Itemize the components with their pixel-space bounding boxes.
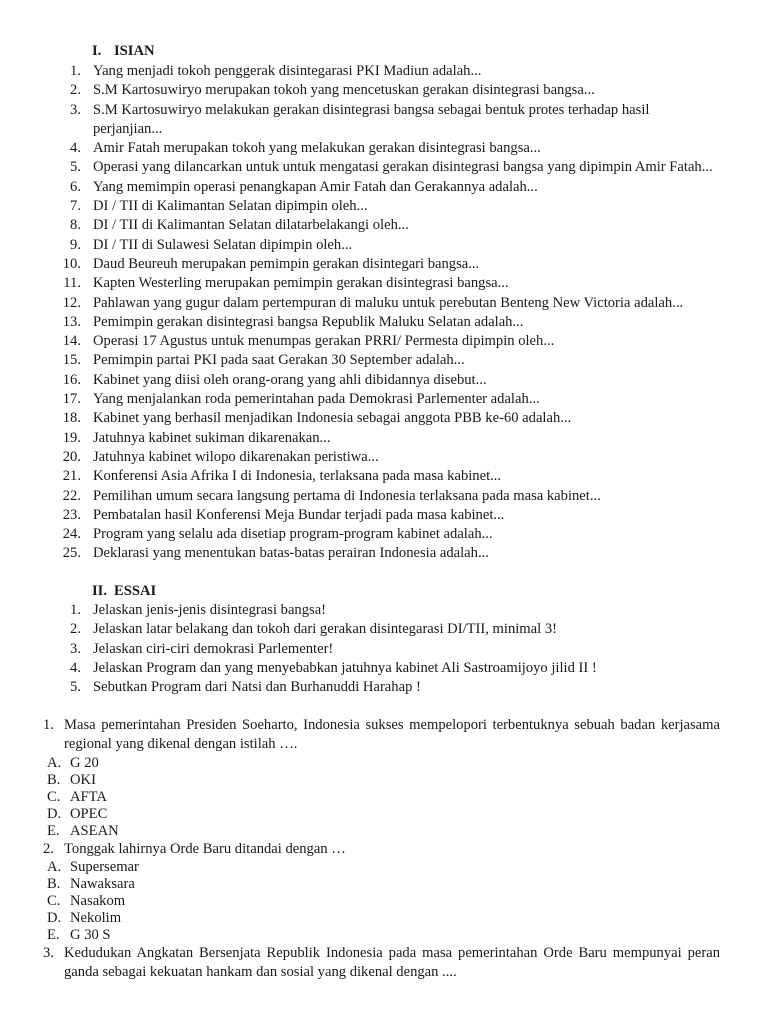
list-item [0, 158, 768, 177]
item-text: Jelaskan latar belakang dan tokoh dari gerakan disintegarasi DI/TII, minimal 3! [93, 621, 557, 638]
question-text: Masa pemerintahan Presiden Soeharto, Indonesia sukses mempelopori terbentuknya sebuah badan kerjasama regional yang dikenal dengan istilah …. [64, 717, 720, 753]
answer-option [0, 823, 768, 840]
item-number: 5. [70, 159, 81, 176]
item-number: 19. [62, 429, 81, 446]
option-text: Nekolim [70, 909, 122, 926]
item-text: Kapten Westerling merupakan pemimpin gerakan disintegrasi bangsa... [93, 275, 509, 292]
item-text: Pemimpin gerakan disintegrasi bangsa Republik Maluku Selatan adalah... [93, 313, 524, 330]
item-text: Jatuhnya kabinet wilopo dikarenakan peristiwa... [93, 448, 379, 465]
option-text: OKI [70, 771, 96, 788]
section-number: I. [92, 43, 102, 59]
option-letter: A. [47, 754, 62, 771]
item-text: Operasi yang dilancarkan untuk untuk mengatasi gerakan disintegrasi bangsa yang dipimpin Amir Fatah... [93, 159, 713, 176]
question-number: 2. [43, 840, 54, 857]
item-text: Pemilihan umum secara langsung pertama di Indonesia terlaksana pada masa kabinet... [93, 487, 601, 504]
answer-option [0, 806, 768, 823]
item-number: 18. [62, 410, 81, 427]
item-text: Yang menjadi tokoh penggerak disintegarasi PKI Madiun adalah... [93, 63, 482, 79]
item-text: Pembatalan hasil Konferensi Meja Bundar terjadi pada masa kabinet... [93, 506, 505, 523]
option-text: G 20 [70, 754, 99, 771]
option-text: OPEC [70, 805, 108, 822]
item-number: 1. [70, 602, 81, 618]
question-text: Tonggak lahirnya Orde Baru ditandai dengan … [64, 840, 346, 857]
answer-option [0, 859, 768, 876]
item-text: Daud Beureuh merupakan pemimpin gerakan disintegari bangsa... [93, 255, 480, 272]
option-text: AFTA [70, 788, 107, 805]
list-item [0, 525, 768, 544]
question [0, 840, 768, 859]
item-number: 3. [70, 101, 81, 118]
item-text: Amir Fatah merupakan tokoh yang melakukan gerakan disintegrasi bangsa... [93, 140, 541, 157]
list-item [0, 544, 768, 563]
item-text: Kabinet yang berhasil menjadikan Indonesia sebagai anggota PBB ke-60 adalah... [93, 410, 572, 427]
list-item [0, 371, 768, 390]
item-text: DI / TII di Kalimantan Selatan dipimpin oleh... [93, 198, 368, 215]
option-letter: E. [47, 822, 60, 839]
item-number: 9. [70, 236, 81, 253]
item-text: DI / TII di Kalimantan Selatan dilatarbelakangi oleh... [93, 217, 409, 234]
option-text: G 30 S [70, 926, 111, 943]
option-letter: C. [47, 892, 61, 909]
answer-option [0, 789, 768, 806]
list-item [0, 678, 768, 697]
item-number: 15. [62, 352, 81, 369]
item-number: 3. [70, 640, 81, 657]
list-item [0, 236, 768, 255]
question-number: 3. [43, 944, 54, 961]
list-item [0, 178, 768, 197]
list-item [0, 351, 768, 370]
list-item [0, 620, 768, 639]
item-number: 22. [62, 487, 81, 504]
option-letter: D. [47, 909, 62, 926]
list-item [0, 409, 768, 428]
item-text: DI / TII di Sulawesi Selatan dipimpin oleh... [93, 236, 353, 253]
item-number: 4. [70, 659, 81, 676]
item-text: Pemimpin partai PKI pada saat Gerakan 30 September adalah... [93, 352, 465, 369]
item-number: 12. [62, 294, 81, 311]
item-number: 25. [62, 545, 81, 562]
item-number: 10. [62, 255, 81, 272]
list-item [0, 659, 768, 678]
item-number: 2. [70, 82, 81, 99]
section-title: ISIAN [114, 43, 155, 59]
item-text: Jelaskan jenis-jenis disintegrasi bangsa! [93, 602, 327, 618]
section-title: ESSAI [114, 583, 157, 599]
item-number: 24. [62, 526, 81, 543]
question [0, 944, 768, 983]
list-item [0, 139, 768, 158]
list-item [0, 101, 768, 140]
option-text: Nasakom [70, 892, 126, 909]
list-item [0, 81, 768, 100]
isian-list [0, 62, 768, 564]
item-number: 17. [62, 391, 81, 408]
item-number: 11. [63, 275, 81, 292]
item-number: 20. [62, 448, 81, 465]
list-item [0, 506, 768, 525]
option-letter: A. [47, 858, 62, 875]
section-isian-heading [92, 42, 155, 61]
list-item [0, 62, 768, 81]
answer-option [0, 755, 768, 772]
question-number: 1. [43, 717, 54, 733]
item-text: Konferensi Asia Afrika I di Indonesia, terlaksana pada masa kabinet... [93, 468, 502, 485]
item-text: Jelaskan ciri-ciri demokrasi Parlementer! [93, 640, 334, 657]
section-essai-heading [92, 582, 156, 601]
item-text: Kabinet yang diisi oleh orang-orang yang ahli dibidannya disebut... [93, 371, 487, 388]
item-text: S.M Kartosuwiryo merupakan tokoh yang mencetuskan gerakan disintegrasi bangsa... [93, 82, 595, 99]
item-text: S.M Kartosuwiryo melakukan gerakan disintegrasi bangsa sebagai bentuk protes terhadap hasil perjanjian... [93, 101, 650, 137]
list-item [0, 467, 768, 486]
item-text: Program yang selalu ada disetiap program-program kabinet adalah... [93, 526, 493, 543]
list-item [0, 197, 768, 216]
option-text: Supersemar [70, 858, 139, 875]
item-text: Sebutkan Program dari Natsi dan Burhanuddi Harahap ! [93, 679, 421, 696]
item-number: 8. [70, 217, 81, 234]
option-letter: B. [47, 771, 61, 788]
multiple-choice-block [0, 716, 768, 982]
item-number: 13. [62, 313, 81, 330]
answer-option [0, 910, 768, 927]
item-text: Pahlawan yang gugur dalam pertempuran di maluku untuk perebutan Benteng New Victoria adalah... [93, 294, 684, 311]
option-letter: D. [47, 805, 62, 822]
item-text: Yang menjalankan roda pemerintahan pada Demokrasi Parlementer adalah... [93, 391, 540, 408]
option-letter: B. [47, 875, 61, 892]
list-item [0, 601, 768, 620]
item-text: Deklarasi yang menentukan batas-batas perairan Indonesia adalah... [93, 545, 489, 562]
list-item [0, 332, 768, 351]
item-text: Jatuhnya kabinet sukiman dikarenakan... [93, 429, 331, 446]
list-item [0, 448, 768, 467]
list-item [0, 255, 768, 274]
answer-option [0, 893, 768, 910]
section-number: II. [92, 583, 108, 599]
essai-list [0, 601, 768, 697]
list-item [0, 390, 768, 409]
answer-option [0, 876, 768, 893]
question-text: Kedudukan Angkatan Bersenjata Republik Indonesia pada masa pemerintahan Orde Baru mempunyai peran ganda sebagai kekuatan hankam dan sosial yang dikenal dengan .... [64, 944, 720, 981]
list-item [0, 429, 768, 448]
answer-option [0, 927, 768, 944]
option-text: Nawaksara [70, 875, 135, 892]
item-text: Operasi 17 Agustus untuk menumpas gerakan PRRI/ Permesta dipimpin oleh... [93, 333, 555, 350]
item-number: 21. [62, 468, 81, 485]
item-number: 1. [70, 63, 81, 79]
item-number: 6. [70, 178, 81, 195]
list-item [0, 487, 768, 506]
item-number: 7. [70, 198, 81, 215]
item-number: 4. [70, 140, 81, 157]
item-number: 5. [70, 679, 81, 696]
list-item [0, 640, 768, 659]
item-number: 2. [70, 621, 81, 638]
item-text: Yang memimpin operasi penangkapan Amir Fatah dan Gerakannya adalah... [93, 178, 538, 195]
item-number: 16. [62, 371, 81, 388]
answer-option [0, 772, 768, 789]
item-number: 23. [62, 506, 81, 523]
list-item [0, 216, 768, 235]
item-number: 14. [62, 333, 81, 350]
item-text: Jelaskan Program dan yang menyebabkan jatuhnya kabinet Ali Sastroamijoyo jilid II ! [93, 659, 597, 676]
option-text: ASEAN [70, 822, 119, 839]
option-letter: C. [47, 788, 61, 805]
list-item [0, 274, 768, 293]
option-letter: E. [47, 926, 60, 943]
list-item [0, 294, 768, 313]
list-item [0, 313, 768, 332]
question [0, 716, 768, 755]
